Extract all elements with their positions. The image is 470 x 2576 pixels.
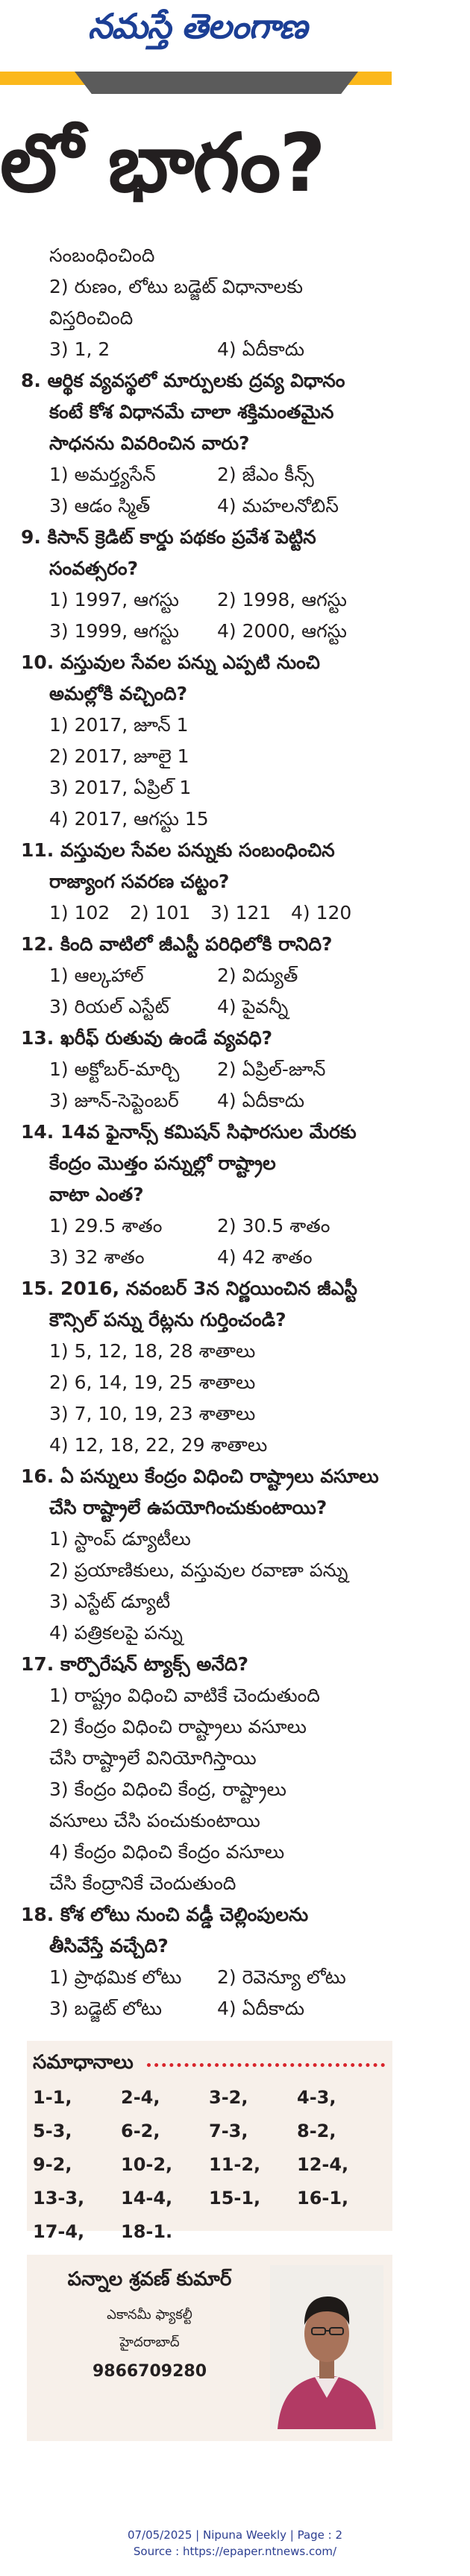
question-text: సాధనను వివరించిన వారు? bbox=[49, 432, 250, 454]
headline: లో భాగం? bbox=[0, 117, 325, 210]
answer-item: 12-4, bbox=[297, 2154, 349, 2175]
option: 4) పైవన్నీ bbox=[217, 996, 289, 1017]
option: 3) 1, 2 bbox=[49, 338, 110, 360]
question-text: కేంద్రం మొత్తం పన్నుల్లో రాష్ట్రాల bbox=[49, 1152, 276, 1174]
options-row bbox=[21, 1242, 394, 1273]
answer-item: 9-2, bbox=[33, 2154, 72, 2175]
options-row bbox=[21, 1054, 394, 1085]
option: 1) ప్రాథమిక లోటు bbox=[49, 1966, 182, 1988]
option: 1) 29.5 శాతం bbox=[49, 1215, 163, 1237]
option: 2) 30.5 శాతం bbox=[217, 1215, 330, 1237]
answer-item: 1-1, bbox=[33, 2087, 72, 2108]
answer-item: 13-3, bbox=[33, 2188, 85, 2209]
option-text: 4) 2017, ఆగస్టు 15 bbox=[49, 808, 209, 830]
option-text: 4) పత్రికలపై పన్ను bbox=[49, 1622, 183, 1644]
options-row bbox=[21, 1210, 394, 1242]
option-text: 1) రాష్ట్రం విధించి వాటికే చెందుతుంది bbox=[49, 1685, 320, 1706]
question-text: సంవత్సరం? bbox=[49, 558, 139, 579]
answer-item: 16-1, bbox=[297, 2188, 349, 2209]
question-text: 12. కింది వాటిలో జీఎస్టీ పరిధిలోకి రానిది? bbox=[21, 933, 333, 955]
question-text: 15. 2016, నవంబర్ 3న నిర్ణయించిన జీఎస్టీ bbox=[21, 1278, 357, 1299]
option-text: 2) ప్రయాణికులు, వస్తువుల రవాణా పన్ను bbox=[49, 1559, 348, 1581]
option: 3) బడ్జెట్ లోటు bbox=[49, 1998, 163, 2019]
option-text: 4) కేంద్రం విధించి కేంద్రం వసూలు bbox=[49, 1841, 285, 1863]
author-box bbox=[27, 2255, 392, 2441]
option-text: విస్తరించింది bbox=[49, 307, 134, 329]
options-row bbox=[21, 490, 394, 522]
options-row bbox=[21, 1993, 394, 2024]
options-row bbox=[21, 459, 394, 490]
option: 4) ఏదీకాదు bbox=[217, 1998, 305, 2019]
question-text: 13. ఖరీఫ్ రుతువు ఉండే వ్యవధి? bbox=[21, 1027, 273, 1049]
answer-item: 3-2, bbox=[209, 2087, 248, 2108]
option-text: చేసి కేంద్రానికే చెందుతుంది bbox=[49, 1872, 236, 1894]
option-text: 3) 7, 10, 19, 23 శాతాలు bbox=[49, 1403, 256, 1424]
option-text: 2) 6, 14, 19, 25 శాతాలు bbox=[49, 1371, 256, 1393]
question-text: వాటా ఎంత? bbox=[49, 1184, 144, 1205]
answer-item: 10-2, bbox=[121, 2154, 173, 2175]
option: 2) 1998, ఆగస్టు bbox=[217, 589, 347, 610]
option: 3) 121 bbox=[210, 902, 272, 924]
answer-item: 18-1. bbox=[121, 2221, 173, 2242]
question-text: 11. వస్తువుల సేవల పన్నుకు సంబంధించిన bbox=[21, 839, 335, 861]
answer-item: 14-4, bbox=[121, 2188, 173, 2209]
question-text: 10. వస్తువుల సేవల పన్ను ఎప్పటి నుంచి bbox=[21, 651, 320, 673]
answer-item: 7-3, bbox=[209, 2121, 248, 2141]
option: 3) 32 శాతం bbox=[49, 1246, 145, 1268]
question-text: కౌన్సిల్ పన్ను రేట్లను గుర్తించండి? bbox=[49, 1309, 286, 1330]
question-text: చేసి రాష్ట్రాలే ఉపయోగించుకుంటాయి? bbox=[49, 1497, 328, 1518]
option: 1) 102 bbox=[49, 902, 110, 924]
question-text: తీసివేస్తే వచ్చేది? bbox=[49, 1935, 169, 1957]
dotted-divider bbox=[147, 2062, 385, 2067]
option: 3) జూన్-సెప్టెంబర్ bbox=[49, 1090, 179, 1111]
page-footer bbox=[0, 2527, 470, 2560]
option-text: 4) 12, 18, 22, 29 శాతాలు bbox=[49, 1434, 268, 1456]
option: 1) ఆల్కహాల్ bbox=[49, 965, 144, 986]
answer-item: 11-2, bbox=[209, 2154, 261, 2175]
question-text: 14. 14వ ఫైనాన్స్ కమిషన్ సిఫారసుల మేరకు bbox=[21, 1121, 357, 1143]
answer-item: 17-4, bbox=[33, 2221, 85, 2242]
option-text: 1) 2017, జూన్ 1 bbox=[49, 714, 189, 736]
option-text: 1) 5, 12, 18, 28 శాతాలు bbox=[49, 1340, 256, 1362]
option-text: సంబంధించింది bbox=[49, 244, 155, 266]
option: 3) 1999, ఆగస్టు bbox=[49, 620, 179, 642]
option-text: వసూలు చేసి పంచుకుంటాయి bbox=[49, 1810, 260, 1831]
option-text: 2) 2017, జూలై 1 bbox=[49, 745, 189, 767]
question-text: 8. ఆర్థిక వ్యవస్థలో మార్పులకు ద్రవ్య విధానం bbox=[21, 370, 345, 391]
author-name: పన్నాల శ్రవణ్ కుమార్ bbox=[67, 2268, 232, 2291]
option-text: చేసి రాష్ట్రాలే వినియోగిస్తాయి bbox=[49, 1747, 257, 1769]
option: 3) రియల్ ఎస్టేట్ bbox=[49, 996, 169, 1017]
answers-title: సమాధానాలు bbox=[33, 2051, 134, 2074]
option: 2) 101 bbox=[130, 902, 191, 924]
answer-item: 8-2, bbox=[297, 2121, 336, 2141]
person-photo-icon bbox=[270, 2265, 383, 2429]
option-text: 3) కేంద్రం విధించి కేంద్ర, రాష్ట్రాలు bbox=[49, 1778, 286, 1800]
question-text: 16. ఏ పన్నులు కేంద్రం విధించి రాష్ట్రాలు వసూలు bbox=[21, 1465, 379, 1487]
option: 4) 2000, ఆగస్టు bbox=[217, 620, 347, 642]
options-row bbox=[21, 897, 394, 929]
answer-item: 6-2, bbox=[121, 2121, 160, 2141]
option: 1) అమర్త్యసేన్ bbox=[49, 464, 156, 485]
answer-item: 15-1, bbox=[209, 2188, 261, 2209]
options-row bbox=[21, 1085, 394, 1117]
option-text: 2) రుణం, లోటు బడ్జెట్ విధానాలకు bbox=[49, 276, 304, 297]
question-list bbox=[21, 240, 394, 2024]
option: 2) రెవెన్యూ లోటు bbox=[217, 1966, 346, 1988]
option: 1) అక్టోబర్-మార్చి bbox=[49, 1058, 180, 1080]
author-phone: 9866709280 bbox=[92, 2362, 207, 2381]
question-text: రాజ్యాంగ సవరణ చట్టం? bbox=[49, 871, 230, 892]
options-row bbox=[21, 960, 394, 991]
option: 3) ఆడం స్మిత్ bbox=[49, 495, 151, 517]
option: 2) ఏప్రిల్-జూన్ bbox=[217, 1058, 326, 1080]
option: 2) విద్యుత్ bbox=[217, 965, 298, 986]
options-row bbox=[21, 991, 394, 1023]
option-text: 1) స్టాంప్ డ్యూటీలు bbox=[49, 1528, 191, 1550]
author-role: ఎకానమీ ఫ్యాకల్టీ bbox=[107, 2307, 192, 2323]
question-text: 17. కార్పొరేషన్ ట్యాక్స్ అనేది? bbox=[21, 1653, 249, 1675]
answer-item: 2-4, bbox=[121, 2087, 160, 2108]
option: 2) జేఎం కీన్స్ bbox=[217, 464, 314, 485]
options-row bbox=[21, 616, 394, 647]
option: 1) 1997, ఆగస్టు bbox=[49, 589, 179, 610]
newspaper-logo: నమస్తే తెలంగాణ bbox=[88, 6, 307, 46]
author-photo bbox=[270, 2265, 383, 2429]
option: 4) మహలనోబిస్ bbox=[217, 495, 339, 517]
option: 4) 120 bbox=[291, 902, 352, 924]
question-text: అమల్లోకి వచ్చింది? bbox=[49, 683, 188, 704]
options-row bbox=[21, 584, 394, 616]
question-text: 18. కోశ లోటు నుంచి వడ్డీ చెల్లింపులను bbox=[21, 1904, 309, 1925]
author-place: హైదరాబాద్ bbox=[119, 2334, 180, 2350]
option: 4) ఏదీకాదు bbox=[217, 338, 305, 360]
answer-item: 5-3, bbox=[33, 2121, 72, 2141]
option-text: 2) కేంద్రం విధించి రాష్ట్రాలు వసూలు bbox=[49, 1716, 307, 1737]
footer-source-line: Source : https://epaper.ntnews.com/ bbox=[133, 2545, 337, 2558]
footer-date-line: 07/05/2025 | Nipuna Weekly | Page : 2 bbox=[127, 2528, 343, 2542]
question-text: కంటే కోశ విధానమే చాలా శక్తిమంతమైన bbox=[49, 401, 334, 423]
answer-item: 4-3, bbox=[297, 2087, 336, 2108]
options-row bbox=[21, 334, 394, 365]
options-row bbox=[21, 1962, 394, 1993]
question-text: 9. కిసాన్ క్రెడిట్ కార్డు పథకం ప్రవేశ పెట్టిన bbox=[21, 526, 316, 548]
masthead bbox=[0, 0, 470, 69]
option-text: 3) ఎస్టేట్ డ్యూటీ bbox=[49, 1591, 171, 1612]
answers-box bbox=[27, 2041, 392, 2242]
option: 4) 42 శాతం bbox=[217, 1246, 313, 1268]
header-tab-shape bbox=[75, 72, 358, 94]
answers-grid bbox=[33, 2081, 385, 2249]
option-text: 3) 2017, ఏప్రిల్ 1 bbox=[49, 777, 192, 798]
author-card bbox=[36, 2265, 263, 2414]
option: 4) ఏదీకాదు bbox=[217, 1090, 305, 1111]
